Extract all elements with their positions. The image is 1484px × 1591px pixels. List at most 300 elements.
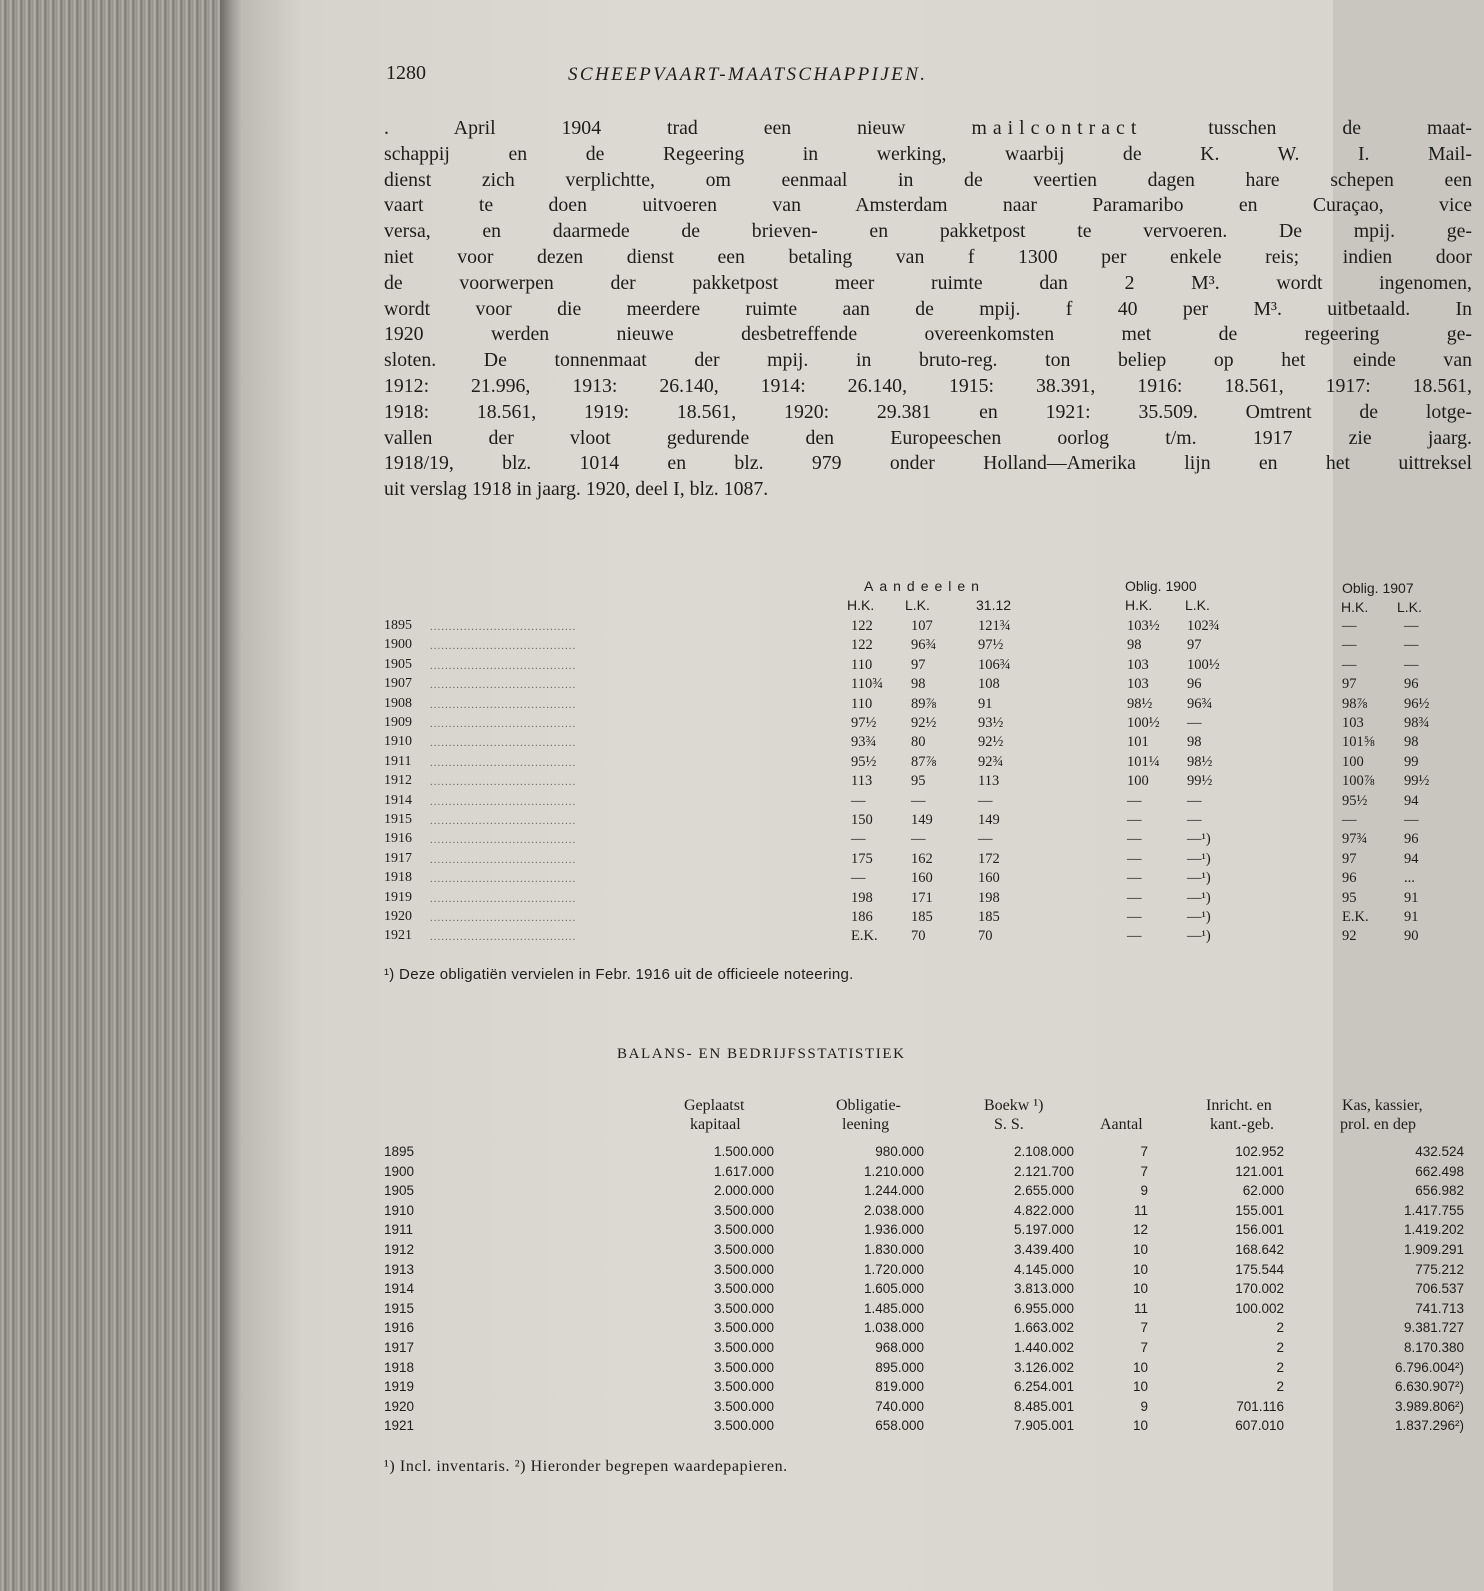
- leader-dots: .......................................: [430, 815, 577, 827]
- aandeelen-lk-cell: 87⅞: [911, 753, 937, 770]
- year-cell: 1915: [384, 1300, 415, 1316]
- header-install-2: kant.-geb.: [1210, 1116, 1274, 1133]
- aandeelen-lk-cell: 160: [911, 870, 933, 887]
- body-line: [384, 374, 1472, 400]
- leader-dots: .......................................: [430, 795, 577, 808]
- aandeelen-3112-cell: 160: [978, 870, 1000, 887]
- capital-cell: 1.500.000: [713, 1144, 774, 1159]
- bonds-cell: 1.720.000: [863, 1261, 924, 1277]
- bonds-cell: 1.605.000: [863, 1281, 924, 1297]
- year-cell: 1920: [384, 909, 412, 924]
- bonds-cell: 1.936.000: [863, 1222, 924, 1238]
- book-value-cell: 2.108.000: [1013, 1144, 1074, 1159]
- text-run: versa, en daarmede de brieven- en pakketpost te vervoeren. De mpij. ge-: [384, 220, 1472, 243]
- capital-cell: 3.500.000: [713, 1222, 774, 1238]
- book-value-cell: 6.955.000: [1013, 1300, 1074, 1316]
- year-cell: 1908: [384, 695, 412, 711]
- book-value-cell: 2.121.700: [1013, 1163, 1074, 1179]
- text-run: vaart te doen uitvoeren van Amsterdam naar Paramaribo en Curaçao, vice: [384, 194, 1472, 217]
- oblig1907-hk-cell: 97¾: [1342, 831, 1368, 848]
- aandeelen-3112-cell: —: [978, 831, 993, 848]
- oblig1900-lk-cell: 97: [1187, 637, 1202, 654]
- body-line: [384, 348, 1472, 374]
- bonds-cell: 1.038.000: [863, 1320, 924, 1336]
- aandeelen-hk-cell: 198: [851, 889, 873, 906]
- count-cell: 9: [1140, 1398, 1148, 1414]
- year-cell: 1921: [384, 1418, 415, 1434]
- bonds-cell: 1.244.000: [863, 1183, 924, 1199]
- oblig1907-lk-cell: 99: [1404, 753, 1419, 770]
- aandeelen-lk-cell: 149: [911, 812, 933, 828]
- book-value-cell: 2.655.000: [1013, 1183, 1074, 1199]
- install-cell: 175.544: [1235, 1261, 1284, 1277]
- count-cell: 7: [1140, 1320, 1148, 1336]
- install-cell: 2: [1276, 1320, 1284, 1336]
- aandeelen-3112-cell: 113: [978, 773, 1000, 790]
- aandeelen-hk-cell: 93¾: [851, 734, 877, 751]
- year-cell: 1910: [384, 734, 412, 750]
- leader-dots: .......................................: [430, 853, 577, 866]
- leader-dots: .......................................: [430, 640, 577, 653]
- install-cell: 155.001: [1235, 1202, 1284, 1218]
- oblig1900-hk-cell: —: [1127, 928, 1142, 945]
- aandeelen-lk-cell: 171: [911, 889, 933, 906]
- capital-cell: 3.500.000: [713, 1281, 774, 1297]
- cash-cell: 9.381.727: [1403, 1320, 1464, 1336]
- year-cell: 1913: [384, 1261, 415, 1277]
- bonds-cell: 740.000: [875, 1398, 924, 1414]
- oblig1900-hk-cell: —: [1127, 812, 1142, 828]
- oblig1907-hk-cell: E.K.: [1342, 909, 1369, 925]
- aandeelen-hk-cell: E.K.: [851, 928, 878, 945]
- aandeelen-lk-cell: 80: [911, 734, 926, 751]
- balance-section-title: BALANS- EN BEDRIJFSSTATISTIEK: [617, 1046, 906, 1062]
- capital-cell: 3.500.000: [713, 1340, 774, 1355]
- leader-dots: .......................................: [430, 776, 577, 789]
- oblig1900-hk-cell: —: [1127, 909, 1142, 925]
- header-capital-1: Geplaatst: [684, 1097, 745, 1114]
- table-row: [384, 870, 1484, 889]
- oblig1907-lk-cell: —: [1404, 656, 1419, 673]
- year-cell: 1910: [384, 1202, 415, 1218]
- text-run: 1920 werden nieuwe desbetreffende overeenkomsten met de regeering ge-: [384, 323, 1472, 346]
- year-cell: 1917: [384, 1340, 415, 1355]
- install-cell: 121.001: [1235, 1163, 1284, 1179]
- oblig1907-lk-cell: 98: [1404, 734, 1419, 751]
- install-cell: 2: [1276, 1340, 1284, 1355]
- body-line: [384, 116, 1472, 142]
- table-row: [384, 1183, 1484, 1202]
- book-value-cell: 3.439.400: [1013, 1242, 1074, 1257]
- text-run: 1918/19, blz. 1014 en blz. 979 onder Holland—Amerika lijn en het uittreksel: [384, 452, 1472, 475]
- aandeelen-lk-cell: 162: [911, 850, 933, 867]
- book-value-cell: 8.485.001: [1013, 1398, 1074, 1414]
- year-cell: 1918: [384, 1359, 415, 1375]
- oblig1907-hk-cell: 96: [1342, 870, 1357, 887]
- table-row: [384, 773, 1484, 792]
- oblig1900-hk-cell: 100½: [1127, 715, 1160, 731]
- year-cell: 1915: [384, 812, 412, 827]
- book-value-cell: 6.254.001: [1013, 1379, 1074, 1395]
- body-line: [384, 168, 1472, 194]
- page-header: [386, 62, 1286, 92]
- subheader-o1900-lk: L.K.: [1185, 597, 1210, 613]
- body-line: [384, 271, 1472, 297]
- aandeelen-3112-cell: —: [978, 792, 993, 809]
- aandeelen-hk-cell: —: [851, 831, 866, 848]
- year-cell: 1919: [384, 1379, 415, 1395]
- oblig1900-lk-cell: —¹): [1187, 870, 1211, 887]
- year-cell: 1905: [384, 1183, 415, 1199]
- table-row: [384, 1262, 1484, 1281]
- bonds-cell: 819.000: [875, 1379, 924, 1395]
- subheader-a-lk: L.K.: [905, 597, 930, 613]
- capital-cell: 3.500.000: [713, 1202, 774, 1218]
- year-cell: 1907: [384, 676, 412, 692]
- header-bonds-2: leening: [842, 1116, 890, 1133]
- book-value-cell: 1.663.002: [1013, 1320, 1074, 1336]
- quotes-table: [384, 578, 1484, 978]
- year-cell: 1912: [384, 1242, 415, 1257]
- leader-dots: .......................................: [430, 659, 577, 672]
- year-cell: 1916: [384, 1320, 415, 1336]
- aandeelen-lk-cell: 70: [911, 928, 926, 945]
- capital-cell: 2.000.000: [713, 1183, 774, 1199]
- text-run: de voorwerpen der pakketpost meer ruimte dan 2 M³. wordt ingenomen,: [384, 271, 1472, 294]
- aandeelen-hk-cell: 110¾: [851, 676, 884, 693]
- cash-cell: 1.837.296²): [1394, 1418, 1464, 1434]
- oblig1900-hk-cell: 98: [1127, 637, 1142, 654]
- header-capital-2: kapitaal: [690, 1116, 741, 1133]
- book-value-cell: 4.822.000: [1013, 1202, 1074, 1218]
- book-page: [242, 0, 1472, 1591]
- year-cell: 1900: [384, 1163, 415, 1179]
- text-run: tusschen de maat-: [1142, 117, 1472, 139]
- cash-cell: 3.989.806²): [1394, 1398, 1464, 1414]
- bonds-cell: 2.038.000: [863, 1202, 924, 1218]
- table-row: [384, 734, 1484, 753]
- leader-dots: .......................................: [430, 873, 577, 886]
- table-row: [384, 657, 1484, 676]
- capital-cell: 1.617.000: [713, 1163, 774, 1179]
- aandeelen-lk-cell: 89⅞: [911, 695, 937, 712]
- aandeelen-3112-cell: 92½: [978, 734, 1004, 751]
- table-row: [384, 928, 1484, 947]
- aandeelen-hk-cell: —: [851, 792, 866, 809]
- year-cell: 1914: [384, 1281, 415, 1297]
- install-cell: 100.002: [1235, 1300, 1284, 1316]
- oblig1900-hk-cell: —: [1127, 889, 1142, 906]
- body-paragraph: [384, 116, 1472, 503]
- table-row: [384, 1281, 1484, 1300]
- capital-cell: 3.500.000: [713, 1300, 774, 1316]
- aandeelen-lk-cell: 185: [911, 909, 933, 925]
- oblig1900-lk-cell: 102¾: [1187, 618, 1220, 634]
- oblig1907-hk-cell: —: [1342, 618, 1357, 634]
- aandeelen-hk-cell: 113: [851, 773, 873, 790]
- table-row: [384, 618, 1484, 637]
- page-gutter: [220, 0, 242, 1591]
- leader-dots: .......................................: [430, 834, 577, 847]
- year-cell: 1895: [384, 1144, 415, 1159]
- year-cell: 1918: [384, 870, 412, 886]
- book-value-cell: 3.813.000: [1013, 1281, 1074, 1297]
- oblig1900-lk-cell: —: [1187, 812, 1202, 828]
- oblig1907-lk-cell: 94: [1404, 792, 1419, 809]
- bonds-cell: 968.000: [875, 1340, 924, 1355]
- oblig1900-hk-cell: —: [1127, 850, 1142, 867]
- year-cell: 1914: [384, 792, 412, 808]
- book-value-cell: 7.905.001: [1013, 1418, 1074, 1434]
- table-row: [384, 715, 1484, 734]
- year-cell: 1912: [384, 773, 412, 789]
- aandeelen-lk-cell: 98: [911, 676, 926, 693]
- table-row: [384, 812, 1484, 831]
- body-line: [384, 400, 1472, 426]
- aandeelen-3112-cell: 91: [978, 695, 993, 712]
- aandeelen-3112-cell: 93½: [978, 715, 1004, 731]
- header-bonds-1: Obligatie-: [836, 1097, 901, 1114]
- oblig1907-lk-cell: 90: [1404, 928, 1419, 945]
- text-run: 1912: 21.996, 1913: 26.140, 1914: 26.140, 1915: 38.391, 1916: 18.561, 1917: 18.561,: [384, 374, 1472, 397]
- header-cash-1: Kas, kassier,: [1342, 1097, 1423, 1114]
- header-aandeelen: Aandeelen: [864, 578, 985, 594]
- oblig1907-hk-cell: 92: [1342, 928, 1357, 945]
- capital-cell: 3.500.000: [713, 1379, 774, 1395]
- book-value-cell: 4.145.000: [1013, 1261, 1074, 1277]
- leader-dots: .......................................: [430, 912, 577, 924]
- oblig1900-hk-cell: 103½: [1127, 618, 1160, 634]
- text-run: 1918: 18.561, 1919: 18.561, 1920: 29.381 en 1921: 35.509. Omtrent de lotge-: [384, 400, 1472, 423]
- leader-dots: .......................................: [430, 621, 577, 633]
- install-cell: 2: [1276, 1359, 1284, 1375]
- cash-cell: 1.419.202: [1403, 1222, 1464, 1238]
- capital-cell: 3.500.000: [713, 1398, 774, 1414]
- count-cell: 7: [1140, 1144, 1148, 1159]
- install-cell: 102.952: [1235, 1144, 1284, 1159]
- aandeelen-lk-cell: —: [911, 831, 926, 848]
- leader-dots: .......................................: [430, 892, 577, 905]
- oblig1900-hk-cell: —: [1127, 870, 1142, 887]
- oblig1907-hk-cell: 95½: [1342, 792, 1368, 809]
- cash-cell: 6.796.004²): [1394, 1359, 1464, 1375]
- aandeelen-3112-cell: 149: [978, 812, 1000, 828]
- year-cell: 1917: [384, 850, 412, 866]
- table-row: [384, 1144, 1484, 1163]
- cash-cell: 8.170.380: [1403, 1340, 1464, 1355]
- subheader-o1907-lk: L.K.: [1397, 599, 1422, 615]
- text-run: uit verslag 1918 in jaarg. 1920, deel I, blz. 1087.: [384, 478, 769, 501]
- oblig1907-hk-cell: 97: [1342, 676, 1357, 693]
- oblig1907-hk-cell: 100⅞: [1342, 773, 1375, 790]
- aandeelen-hk-cell: 110: [851, 695, 873, 712]
- text-run: . April 1904 trad een nieuw: [384, 117, 972, 139]
- oblig1900-hk-cell: 98½: [1127, 695, 1153, 712]
- oblig1900-hk-cell: 101¼: [1127, 753, 1160, 770]
- leader-dots: .......................................: [430, 718, 577, 730]
- count-cell: 7: [1140, 1340, 1148, 1355]
- aandeelen-lk-cell: 92½: [911, 715, 937, 731]
- body-line: [384, 193, 1472, 219]
- install-cell: 62.000: [1242, 1183, 1284, 1199]
- oblig1907-hk-cell: —: [1342, 656, 1357, 673]
- oblig1907-lk-cell: 91: [1404, 909, 1419, 925]
- aandeelen-3112-cell: 185: [978, 909, 1000, 925]
- oblig1900-lk-cell: —¹): [1187, 928, 1211, 945]
- oblig1907-lk-cell: —: [1404, 618, 1419, 634]
- oblig1900-lk-cell: 100½: [1187, 656, 1220, 673]
- year-cell: 1911: [384, 1222, 414, 1238]
- table-row: [384, 851, 1484, 870]
- cash-cell: 775.212: [1415, 1261, 1464, 1277]
- year-cell: 1919: [384, 889, 412, 905]
- year-cell: 1920: [384, 1398, 415, 1414]
- oblig1907-lk-cell: —: [1404, 637, 1419, 654]
- oblig1907-hk-cell: —: [1342, 637, 1357, 654]
- oblig1907-hk-cell: 95: [1342, 889, 1357, 906]
- table-row: [384, 696, 1484, 715]
- capital-cell: 3.500.000: [713, 1418, 774, 1434]
- oblig1907-hk-cell: 101⅝: [1342, 734, 1375, 751]
- cash-cell: 706.537: [1415, 1281, 1464, 1297]
- subheader-o1907-hk: H.K.: [1341, 599, 1369, 615]
- aandeelen-hk-cell: 175: [851, 850, 873, 867]
- table-row: [384, 754, 1484, 773]
- subheader-a-hk: H.K.: [847, 597, 875, 613]
- aandeelen-3112-cell: 92¾: [978, 753, 1004, 770]
- table-row: [384, 909, 1484, 928]
- install-cell: 168.642: [1235, 1242, 1284, 1257]
- table-row: [384, 1203, 1484, 1222]
- leader-dots: .......................................: [430, 698, 577, 711]
- oblig1907-lk-cell: 98¾: [1404, 715, 1430, 731]
- body-line: [384, 426, 1472, 452]
- table-row: [384, 1399, 1484, 1418]
- aandeelen-3112-cell: 172: [978, 850, 1000, 867]
- book-value-cell: 1.440.002: [1013, 1340, 1074, 1355]
- header-book-2: S. S.: [994, 1116, 1024, 1133]
- spaced-word: mailcontract: [971, 117, 1143, 139]
- capital-cell: 3.500.000: [713, 1242, 774, 1257]
- body-line: [384, 477, 1472, 503]
- oblig1907-lk-cell: 96: [1404, 831, 1419, 848]
- body-line: [384, 322, 1472, 348]
- cash-cell: 6.630.907²): [1394, 1379, 1464, 1395]
- count-cell: 7: [1140, 1163, 1148, 1179]
- count-cell: 10: [1132, 1261, 1148, 1277]
- text-run: dienst zich verplichtte, om eenmaal in de veertien dagen hare schepen een: [384, 168, 1472, 191]
- oblig1900-hk-cell: 103: [1127, 656, 1149, 673]
- table-row: [384, 637, 1484, 656]
- aandeelen-lk-cell: —: [911, 792, 926, 809]
- capital-cell: 3.500.000: [713, 1320, 774, 1336]
- text-run: schappij en de Regeering in werking, waarbij de K. W. I. Mail-: [384, 142, 1472, 165]
- aandeelen-hk-cell: 186: [851, 909, 873, 925]
- bonds-cell: 1.485.000: [863, 1300, 924, 1316]
- table-row: [384, 1360, 1484, 1379]
- body-line: [384, 245, 1472, 271]
- aandeelen-hk-cell: 150: [851, 812, 873, 828]
- header-cash-2: prol. en dep: [1340, 1116, 1416, 1133]
- header-oblig-1907: Oblig. 1907: [1342, 580, 1414, 596]
- count-cell: 10: [1132, 1359, 1148, 1375]
- table-row: [384, 1379, 1484, 1398]
- install-cell: 607.010: [1235, 1418, 1284, 1434]
- text-run: niet voor dezen dienst een betaling van f 1300 per enkele reis; indien door: [384, 245, 1472, 268]
- footnote-quotes: ¹) Deze obligatiën vervielen in Febr. 1916 uit de officieele noteering.: [384, 966, 854, 983]
- table-row: [384, 831, 1484, 850]
- year-cell: 1909: [384, 715, 412, 730]
- footnote-balance: ¹) Incl. inventaris. ²) Hieronder begrepen waardepapieren.: [384, 1458, 788, 1475]
- oblig1907-hk-cell: 100: [1342, 753, 1364, 770]
- capital-cell: 3.500.000: [713, 1359, 774, 1375]
- aandeelen-3112-cell: 106¾: [978, 656, 1011, 673]
- count-cell: 10: [1132, 1242, 1148, 1257]
- cash-cell: 656.982: [1415, 1183, 1464, 1199]
- header-count: Aantal: [1100, 1116, 1143, 1133]
- count-cell: 12: [1132, 1222, 1148, 1238]
- install-cell: 170.002: [1235, 1281, 1284, 1297]
- table-row: [384, 1301, 1484, 1320]
- aandeelen-3112-cell: 97½: [978, 637, 1004, 654]
- year-cell: 1900: [384, 637, 412, 653]
- table-row: [384, 793, 1484, 812]
- cash-cell: 662.498: [1415, 1163, 1464, 1179]
- subheader-a-3112: 31.12: [976, 597, 1012, 613]
- book-value-cell: 5.197.000: [1013, 1222, 1074, 1238]
- install-cell: 701.116: [1236, 1398, 1284, 1414]
- aandeelen-lk-cell: 95: [911, 773, 926, 790]
- aandeelen-3112-cell: 198: [978, 889, 1000, 906]
- subheader-o1900-hk: H.K.: [1125, 597, 1153, 613]
- year-cell: 1921: [384, 928, 412, 944]
- oblig1907-hk-cell: —: [1342, 812, 1357, 828]
- oblig1900-lk-cell: —¹): [1187, 909, 1211, 925]
- page-number: 1280: [386, 62, 426, 84]
- table-row: [384, 890, 1484, 909]
- oblig1907-lk-cell: 94: [1404, 850, 1419, 867]
- running-head: SCHEEPVAART-MAATSCHAPPIJEN.: [568, 64, 928, 85]
- oblig1907-lk-cell: ...: [1404, 870, 1415, 887]
- year-cell: 1911: [384, 753, 412, 769]
- oblig1900-lk-cell: 99½: [1187, 773, 1213, 790]
- oblig1900-lk-cell: 98½: [1187, 753, 1213, 770]
- cash-cell: 432.524: [1415, 1144, 1464, 1159]
- aandeelen-hk-cell: 110: [851, 656, 873, 673]
- bonds-cell: 980.000: [875, 1144, 924, 1159]
- aandeelen-hk-cell: 95½: [851, 753, 877, 770]
- cash-cell: 1.417.755: [1403, 1202, 1464, 1218]
- oblig1900-lk-cell: 98: [1187, 734, 1202, 751]
- aandeelen-3112-cell: 70: [978, 928, 993, 945]
- table-row: [384, 1222, 1484, 1241]
- leader-dots: .......................................: [430, 756, 577, 769]
- count-cell: 9: [1140, 1183, 1148, 1199]
- count-cell: 11: [1133, 1202, 1148, 1218]
- install-cell: 2: [1276, 1379, 1284, 1395]
- oblig1907-hk-cell: 98⅞: [1342, 695, 1368, 712]
- book-spine: [0, 0, 236, 1591]
- oblig1907-lk-cell: 96½: [1404, 695, 1430, 712]
- header-oblig-1900: Oblig. 1900: [1125, 578, 1197, 594]
- oblig1907-hk-cell: 97: [1342, 850, 1357, 867]
- bonds-cell: 658.000: [875, 1418, 924, 1434]
- bonds-cell: 1.830.000: [863, 1242, 924, 1257]
- header-book-1: Boekw ¹): [984, 1097, 1044, 1114]
- oblig1900-hk-cell: —: [1127, 831, 1142, 848]
- cash-cell: 1.909.291: [1403, 1242, 1464, 1257]
- oblig1907-hk-cell: 103: [1342, 715, 1364, 731]
